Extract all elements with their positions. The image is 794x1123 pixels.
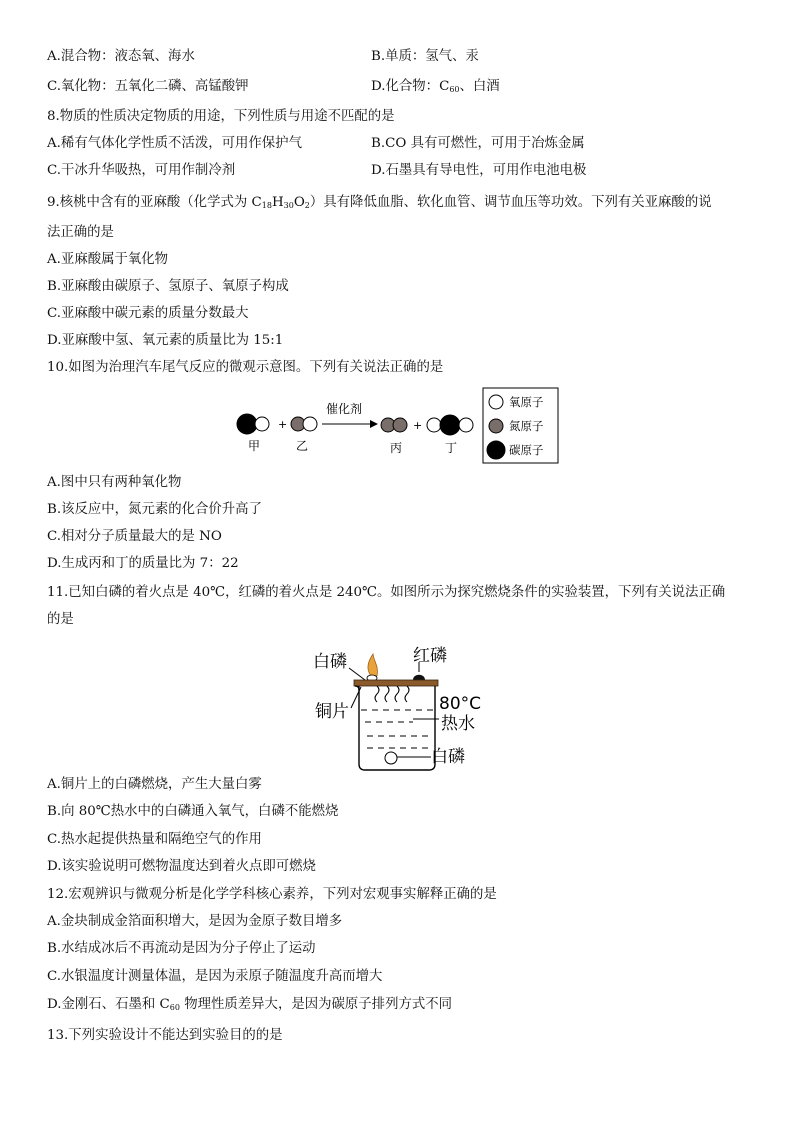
jia-oxygen-atom	[255, 417, 269, 431]
q9-h: H	[271, 195, 284, 210]
q11-stem-2: 的是	[47, 612, 74, 627]
q11-stem: 11.已知白磷的着火点是 40℃，红磷的着火点是 240℃。如图所示为探究燃烧条件的实验装置，下列有关说法正确	[47, 585, 726, 600]
q8-option-d: D.石墨具有导电性，可用作电池电极	[371, 163, 587, 178]
q8-stem: 8.物质的性质决定物质的用途，下列性质与用途不匹配的是	[47, 109, 395, 124]
temp-label: 80°C	[439, 694, 482, 714]
q12-d-suffix: 物理性质差异大，是因为碳原子排列方式不同	[179, 997, 453, 1012]
q12-option-b: B.水结成冰后不再流动是因为分子停止了运动	[47, 941, 316, 956]
q9-stem-pre: 9.核桃中含有的亚麻酸（化学式为 C	[47, 195, 262, 210]
steam-wave-4	[405, 686, 409, 702]
q9-sub-h: 30	[283, 201, 294, 210]
q7-d-sub: 60	[449, 85, 460, 94]
q13-stem: 13.下列实验设计不能达到实验目的的是	[47, 1028, 283, 1043]
label-yi: 乙	[296, 439, 309, 453]
red-p-label: 红磷	[413, 646, 447, 666]
q7-option-b: B.单质：氢气、汞	[371, 49, 479, 64]
arrow-head	[370, 420, 378, 428]
white-p-in-water	[385, 752, 397, 764]
steam-wave-2	[385, 686, 389, 702]
q11-apparatus-diagram	[305, 640, 495, 775]
q12-option-a: A.金块制成金箔面积增大，是因为金原子数目增多	[47, 914, 343, 929]
copper-label: 铜片	[315, 702, 349, 722]
q9-option-d: D.亚麻酸中氢、氧元素的质量比为 15:1	[47, 333, 284, 348]
q10-reaction-diagram	[230, 386, 560, 466]
q12-d-prefix: D.金刚石、石墨和 C	[47, 997, 170, 1012]
steam-wave-1	[375, 686, 379, 702]
label-jia: 甲	[248, 439, 261, 453]
q9-option-b: B.亚麻酸由碳原子、氢原子、氧原子构成	[47, 279, 289, 294]
q10-option-d: D.生成丙和丁的质量比为 7：22	[47, 556, 239, 571]
q12-stem: 12.宏观辨识与微观分析是化学学科核心素养，下列对宏观事实解释正确的是	[47, 887, 497, 902]
legend-oxygen-label: 氧原子	[509, 395, 544, 409]
legend-carbon-icon	[487, 441, 505, 459]
steam-wave-3	[395, 686, 399, 702]
q9-stem-2: 法正确的是	[47, 225, 114, 240]
label-bing: 丙	[390, 441, 403, 455]
q7-option-d	[371, 78, 500, 99]
beaker-lip	[355, 686, 359, 690]
q7-d-suffix: 、白酒	[459, 79, 500, 94]
legend-carbon-label: 碳原子	[509, 443, 544, 457]
legend-nitrogen-icon	[489, 419, 503, 433]
plus-sign-2: +	[413, 419, 423, 432]
flame-icon	[368, 654, 378, 676]
q12-option-c: C.水银温度计测量体温，是因为汞原子随温度升高而增大	[47, 969, 383, 984]
ding-oxygen-atom-2	[459, 418, 473, 432]
q11-option-d: D.该实验说明可燃物温度达到着火点即可燃烧	[47, 859, 316, 874]
white-p-bottom-label: 白磷	[431, 747, 465, 767]
q7-d-prefix: D.化合物：C	[371, 79, 450, 94]
ding-oxygen-atom-1	[427, 418, 441, 432]
q8-option-c: C.干冰升华吸热，可用作制冷剂	[47, 163, 236, 178]
red-p-lump	[413, 675, 425, 680]
q7-option-c: C.氧化物：五氧化二磷、高锰酸钾	[47, 79, 249, 94]
ding-carbon-atom	[440, 415, 460, 435]
copper-plate	[354, 680, 438, 686]
q9-option-a: A.亚麻酸属于氧化物	[47, 252, 169, 267]
q9-sub-c: 18	[261, 201, 272, 210]
q11-option-b: B.向 80℃热水中的白磷通入氧气，白磷不能燃烧	[47, 804, 339, 819]
jia-carbon-atom	[237, 414, 257, 434]
q11-option-a: A.铜片上的白磷燃烧，产生大量白雾	[47, 777, 262, 792]
hot-water-label: 热水	[441, 714, 475, 734]
bing-nitrogen-atom-2	[393, 418, 407, 432]
q10-option-c: C.相对分子质量最大的是 NO	[47, 529, 222, 544]
white-p-top-leader	[349, 668, 365, 680]
q10-stem: 10.如图为治理汽车尾气反应的微观示意图。下列有关说法正确的是	[47, 360, 444, 375]
q8-option-a: A.稀有气体化学性质不活泼，可用作保护气	[47, 136, 302, 151]
q9-sub-o: 2	[304, 201, 310, 210]
q10-option-b: B.该反应中，氮元素的化合价升高了	[47, 502, 262, 517]
catalyst-label: 催化剂	[326, 402, 363, 416]
q9-o: O	[293, 195, 305, 210]
label-ding: 丁	[445, 441, 458, 455]
q7-option-a: A.混合物：液态氧、海水	[47, 49, 195, 64]
legend-nitrogen-label: 氮原子	[509, 419, 544, 433]
q12-option-d	[47, 996, 452, 1017]
q9-stem-post: ）具有降低血脂、软化血管、调节血压等功效。下列有关亚麻酸的说	[309, 195, 712, 210]
q12-d-sub: 60	[169, 1003, 180, 1012]
legend-oxygen-icon	[489, 395, 503, 409]
q9-option-c: C.亚麻酸中碳元素的质量分数最大	[47, 306, 249, 321]
q10-option-a: A.图中只有两种氧化物	[47, 475, 182, 490]
q11-option-c: C.热水起提供热量和隔绝空气的作用	[47, 832, 262, 847]
q8-option-b: B.CO 具有可燃性，可用于冶炼金属	[371, 136, 585, 151]
white-p-top-label: 白磷	[313, 652, 347, 672]
plus-sign-1: +	[278, 418, 288, 431]
yi-oxygen-atom	[303, 417, 317, 431]
q9-stem	[47, 194, 712, 215]
